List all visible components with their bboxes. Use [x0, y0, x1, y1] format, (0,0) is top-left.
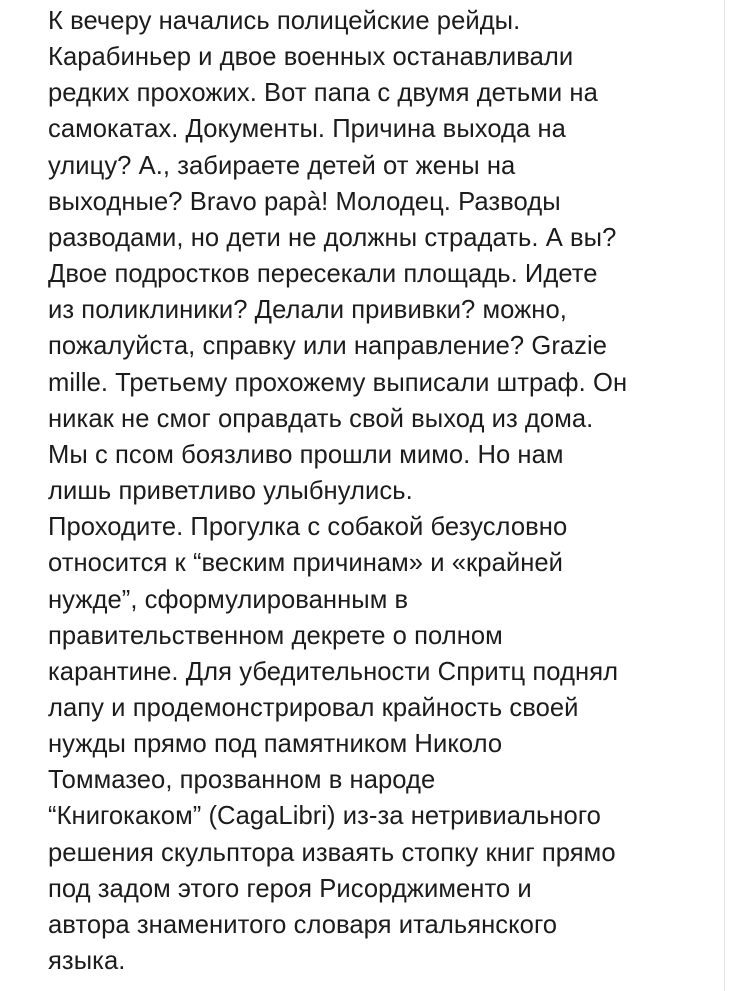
text-line: под задом этого героя Рисорджименто и [48, 874, 532, 903]
text-line: mille. Третьему прохожему выписали штраф. Он [48, 368, 628, 397]
text-line: языка. [48, 947, 126, 976]
text-line: К вечеру начались полицейские рейды. [48, 7, 521, 35]
text-line: никак не смог оправдать свой выход из дома. [48, 404, 594, 433]
text-line: нужде”, сформулированным в [48, 585, 409, 614]
text-line: нужды прямо под памятником Николо [48, 730, 503, 759]
text-line: Мы с псом боязливо прошли мимо. Но нам [48, 440, 564, 469]
text-line: самокатах. Документы. Причина выхода на [48, 115, 566, 144]
text-line: разводами, но дети не должны страдать. А вы? [48, 223, 617, 252]
text-line: относится к “веским причинам» и «крайней [48, 549, 564, 578]
text-line: карантине. Для убедительности Спритц поднял [48, 657, 619, 686]
text-line: Томмазео, прозванном в народе [48, 766, 436, 795]
text-line: Карабиньер и двое военных останавливали [48, 43, 574, 72]
text-line: правительственном декрете о полном [48, 621, 503, 650]
text-line: из поликлиники? Делали прививки? можно, [48, 296, 567, 325]
text-line: лапу и продемонстрировал крайность своей [48, 693, 579, 722]
text-line: редких прохожих. Вот папа с двумя детьми на [48, 79, 598, 108]
text-line: выходные? Bravo papà! Молодец. Разводы [48, 187, 561, 216]
text-line: пожалуйста, справку или направление? Grazie [48, 332, 608, 361]
text-line: лишь приветливо улыбнулись. [48, 477, 413, 506]
post-text [48, 3, 718, 979]
text-line: Проходите. Прогулка с собакой безусловно [48, 513, 568, 542]
text-line: Двое подростков пересекали площадь. Идете [48, 260, 598, 289]
text-line: решения скульптора изваять стопку книг прямо [48, 838, 616, 867]
text-line: автора знаменитого словаря итальянского [48, 910, 558, 939]
text-line: “Книгокаком” (CagaLibri) из-за нетривиального [48, 802, 601, 831]
text-line: улицу? А., забираете детей от жены на [48, 151, 516, 180]
